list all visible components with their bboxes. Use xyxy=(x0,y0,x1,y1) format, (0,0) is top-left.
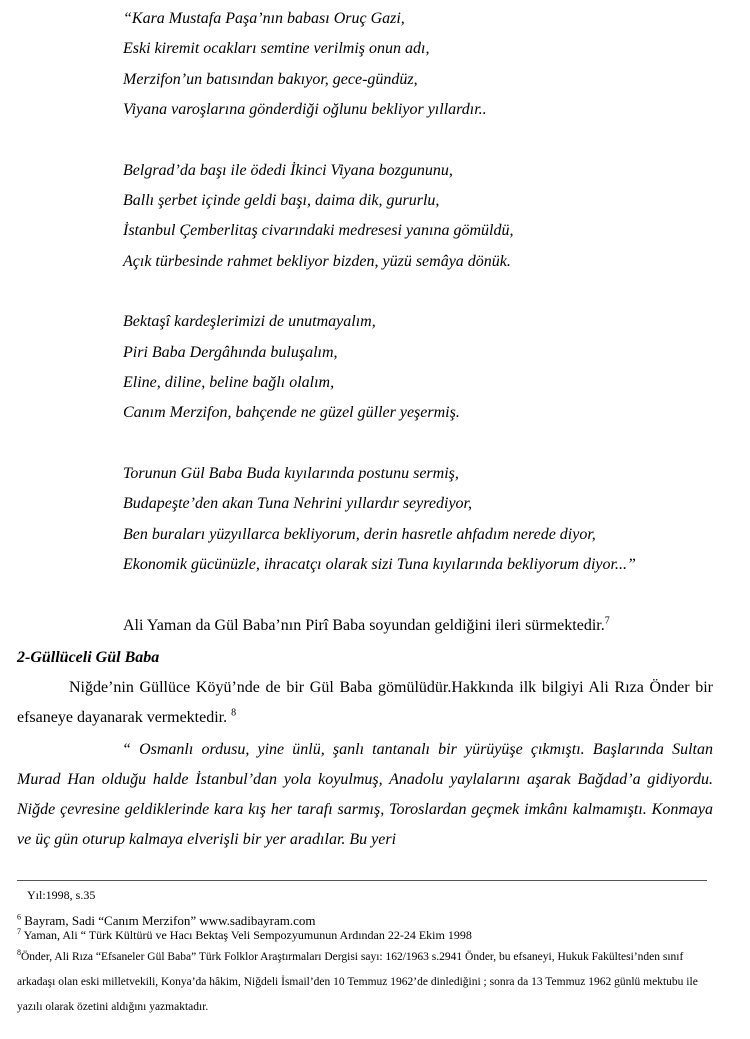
poem-line: Açık türbesinde rahmet bekliyor bizden, yüzü semâya dönük. xyxy=(123,252,511,270)
poem-line: Piri Baba Dergâhında buluşalım, xyxy=(123,343,338,361)
poem-line: Belgrad’da başı ile ödedi İkinci Viyana bozgununu, xyxy=(123,161,453,179)
poem-line: Budapeşte’den akan Tuna Nehrini yıllardır seyrediyor, xyxy=(123,495,472,513)
paragraph-text: Ali Yaman da Gül Baba’nın Pirî Baba soyundan geldiğini ileri sürmektedir. xyxy=(123,617,605,634)
poem-line: Ballı şerbet içinde geldi başı, daima dik, gururlu, xyxy=(123,192,440,210)
footnote-7 xyxy=(17,928,713,943)
paragraph-yaman xyxy=(17,611,713,641)
poem-line: Torunun Gül Baba Buda kıyılarında postunu sermiş, xyxy=(123,464,459,482)
poem-line: Eline, diline, beline bağlı olalım, xyxy=(123,374,335,392)
poem-line: Merzifon’un batısından bakıyor, gece-gündüz, xyxy=(123,70,418,88)
footnote-number: 8 xyxy=(17,948,21,958)
poem-line: Ben buraları yüzyıllarca bekliyorum, derin hasretle ahfadım nerede diyor, xyxy=(123,525,596,543)
poem-stanza-3 xyxy=(123,307,723,429)
section-heading: 2-Güllüceli Gül Baba xyxy=(17,649,160,666)
footnotes xyxy=(17,888,713,1020)
footnote-text: Bayram, Sadi “Canım Merzifon” www.sadibayram.com xyxy=(24,913,316,928)
footnote-continuation: Yıl:1998, s.35 xyxy=(27,888,96,902)
footnote-number: 7 xyxy=(17,927,21,936)
legend-quote: “ Osmanlı ordusu, yine ünlü, şanlı tantanalı bir yürüyüşe çıkmıştı. Başlarında Sultan Murad Han olduğu halde İstanbul’dan yola koyulmuş, Anadolu yaylalarını aşarak Bağdad’a gidiyordu. Niğde çevresine geldiklerinde kara kış her tarafı sarmış, Toroslardan geçmek imkânı kalmamıştı. Konmaya ve üç gün oturup kalmaya elverişli bir yer aradılar. Bu yeri xyxy=(17,741,713,848)
poem-line: İstanbul Çemberlitaş civarındaki medresesi yanına gömüldü, xyxy=(123,222,514,240)
paragraph-text: Niğde’nin Güllüce Köyü’nde de bir Gül Baba gömülüdür.Hakkında ilk bilgiyi Ali Rıza Önder bir efsaneye dayanarak vermektedir. xyxy=(17,679,713,726)
poem-stanza-1 xyxy=(123,4,723,126)
poem-line: “Kara Mustafa Paşa’nın babası Oruç Gazi, xyxy=(123,10,405,27)
footnote-text: Önder, Ali Rıza “Efsaneler Gül Baba” Türk Folklor Araştırmaları Dergisi sayı: 162/1963 s.2941 Önder, bu efsaneyi, Hukuk Fakültesi’nden sınıf arkadaşı olan eski milletvekili, Konya’da hâkim, Niğdeli İsmail’den 10 Temmuz 1962’de dinlediğini ; sonra da 13 Temmuz 1962 günlü mektubu ile yazılı olarak özetini aldığını yazmaktadır. xyxy=(17,951,698,1013)
footnote-8 xyxy=(17,945,713,1020)
footnote-text: Yaman, Ali “ Türk Kültürü ve Hacı Bektaş Veli Sempozyumunun Ardından 22-24 Ekim 1998 xyxy=(23,928,472,942)
poem-stanza-2 xyxy=(123,156,723,278)
footnote-ref: 7 xyxy=(604,615,610,627)
body-text xyxy=(17,611,713,855)
poem-line: Ekonomik gücünüzle, ihracatçı olarak sizi Tuna kıyılarında bekliyorum diyor...” xyxy=(123,556,636,574)
footnote-divider xyxy=(17,880,707,881)
footnote-number: 6 xyxy=(17,912,21,922)
footnote-ref: 8 xyxy=(231,707,237,719)
paragraph-nigde xyxy=(17,673,713,733)
poem-stanza-4 xyxy=(123,459,723,581)
poem-line: Bektaşî kardeşlerimizi de unutmayalım, xyxy=(123,313,376,331)
poem-line: Viyana varoşlarına gönderdiği oğlunu bekliyor yıllardır.. xyxy=(123,101,487,119)
poem-line: Eski kiremit ocakları semtine verilmiş onun adı, xyxy=(123,40,430,58)
footnote-6 xyxy=(17,913,713,928)
poem-line: Canım Merzifon, bahçende ne güzel güller yeşermiş. xyxy=(123,404,460,422)
poem xyxy=(123,4,723,611)
